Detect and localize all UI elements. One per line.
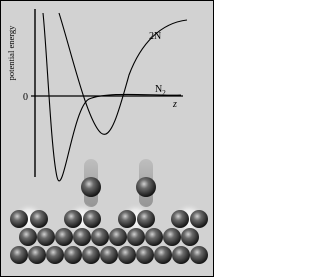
surface-atom [10,210,28,228]
surface-atom [83,210,101,228]
x-axis-label: z [173,99,177,110]
surface-atom [37,228,55,246]
surface-atom [118,246,136,264]
surface-atom [28,246,46,264]
molecular-curve-label: $N_2$ [155,84,166,97]
surface-atom [109,228,127,246]
atomic-curve-label: 2N [149,31,162,42]
surface-atom [100,246,118,264]
incoming-molecules [81,159,156,207]
surface-atom [19,228,37,246]
surface-atom [127,228,145,246]
surface-atom [171,210,189,228]
surface-atom [163,228,181,246]
surface-atom [172,246,190,264]
surface-atom [30,210,48,228]
y-axis-label: potential energy [6,25,16,81]
surface-lattice [10,203,208,264]
surface-atom [190,246,208,264]
surface-atom [137,210,155,228]
surface-atom [145,228,163,246]
surface-atom [190,210,208,228]
molecule-atom-left [81,177,101,197]
surface-atom [46,246,64,264]
potential-energy-diagram [1,1,213,276]
surface-atom [73,228,91,246]
surface-atom [181,228,199,246]
surface-atom [154,246,172,264]
surface-atom [10,246,28,264]
surface-atom [82,246,100,264]
surface-atom [55,228,73,246]
surface-atom [136,246,154,264]
surface-atom [64,246,82,264]
molecule-atom-right [136,177,156,197]
zero-label: 0 [23,92,28,103]
surface-atom [91,228,109,246]
surface-atom [64,210,82,228]
surface-atom [118,210,136,228]
